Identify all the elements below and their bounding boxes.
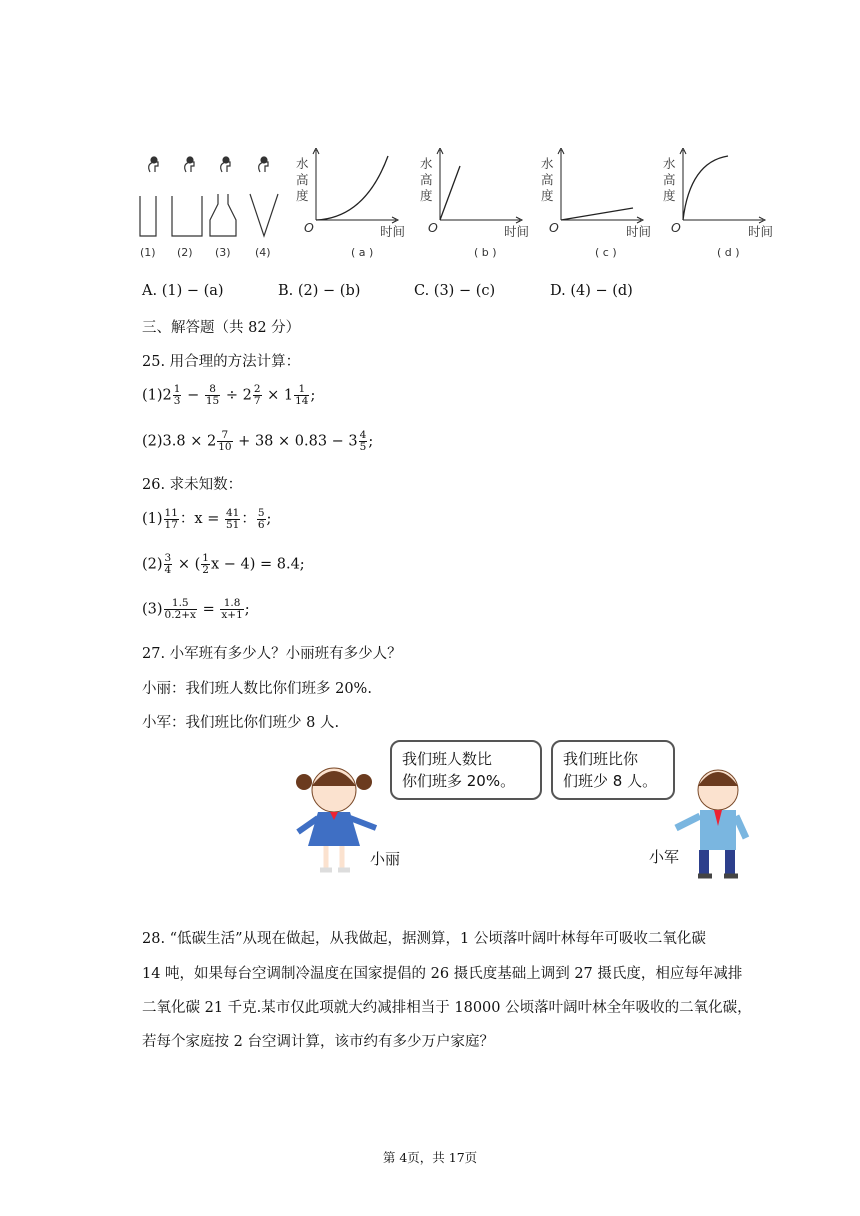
question-26-part-2: (2) $\frac{3}{4}$ × ( $\frac{1}{2}$ x − 4) = 8.4; [142, 552, 305, 576]
container-label: (3) [215, 246, 231, 259]
question-27-line-2: 小军：我们班比你们班少 8 人. [142, 715, 340, 731]
question-26-part-3: (3) $\frac{1.5}{0.2+x}$ = $\frac{1.8}{x+1}$ ; [142, 597, 250, 621]
container-label: (2) [177, 246, 193, 259]
x-axis-label: 时间 [748, 224, 774, 239]
container-1 [140, 157, 158, 236]
option-d: D. (4) − (d) [550, 283, 633, 299]
graph-caption: ( c ) [595, 246, 617, 259]
origin-label: O [304, 220, 314, 235]
question-27-line-1: 小丽：我们班人数比你们班多 20%. [142, 681, 372, 697]
container-label: (4) [255, 246, 271, 259]
graph-caption: ( d ) [717, 246, 740, 259]
x-axis-label: 时间 [626, 224, 652, 239]
x-axis-label: 时间 [380, 224, 406, 239]
container-4 [250, 157, 278, 236]
y-axis-char: 水 [663, 156, 676, 171]
speech-bubble-boy: 我们班比你 们班少 8 人。 [551, 740, 675, 800]
y-axis-char: 高 [296, 172, 309, 187]
y-axis-char: 水 [420, 156, 433, 171]
y-axis-char: 度 [296, 188, 309, 203]
y-axis-char: 度 [420, 188, 433, 203]
y-axis-char: 度 [663, 188, 676, 203]
graph-b [437, 148, 522, 223]
origin-label: O [671, 220, 681, 235]
boy-name-label: 小军 [649, 848, 680, 866]
container-3 [210, 157, 236, 236]
question-25-title: 25. 用合理的方法计算： [142, 354, 301, 370]
container-2 [172, 157, 202, 236]
question-25-part-2: (2)3.8 × 2 $\frac{7}{10}$ + 38 × 0.83 − 3 $\frac{4}{5}$ ; [142, 429, 374, 453]
y-axis-char: 度 [541, 188, 554, 203]
x-axis-label: 时间 [504, 224, 530, 239]
question-28-line-4: 若每个家庭按 2 台空调计算，该市约有多少万户家庭？ [142, 1034, 494, 1050]
option-c: C. (3) − (c) [414, 283, 496, 299]
graph-d [680, 148, 765, 223]
question-26-part-1: (1) $\frac{11}{17}$ ：x = $\frac{41}{51}$ ： $\frac{5}{6}$ ; [142, 506, 272, 531]
question-25-part-1: (1)2 $\frac{1}{3}$ − $\frac{8}{15}$ ÷ 2 $\frac{2}{7}$ × 1 $\frac{1}{14}$ ; [142, 383, 316, 407]
question-28-line-3: 二氧化碳 21 千克.某市仅此项就大约减排相当于 18000 公顷落叶阔叶林全年吸收的二氧化碳， [142, 1000, 752, 1016]
y-axis-char: 水 [541, 156, 554, 171]
graph-caption: ( a ) [351, 246, 374, 259]
question-26-title: 26. 求未知数： [142, 477, 243, 493]
speech-bubble-girl: 我们班人数比 你们班多 20%。 [390, 740, 542, 800]
graph-a [313, 148, 398, 223]
page-footer: 第 4页，共 17页 [382, 1150, 478, 1165]
container-label: (1) [140, 246, 156, 259]
containers-and-graphs-figure [130, 148, 790, 268]
graph-c [558, 148, 643, 223]
y-axis-char: 高 [420, 172, 433, 187]
graph-caption: ( b ) [474, 246, 497, 259]
y-axis-char: 高 [541, 172, 554, 187]
question-28-line-1: 28. “低碳生活”从现在做起，从我做起，据测算，1 公顷落叶阔叶林每年可吸收二氧化碳 [142, 931, 706, 947]
origin-label: O [549, 220, 559, 235]
question-28-line-2: 14 吨，如果每台空调制冷温度在国家提倡的 26 摄氏度基础上调到 27 摄氏度，相应每年减排 [142, 966, 743, 982]
girl-name-label: 小丽 [370, 850, 401, 868]
y-axis-char: 水 [296, 156, 309, 171]
section-heading: 三、解答题（共 82 分） [142, 320, 301, 336]
boy-illustration [670, 760, 760, 885]
origin-label: O [428, 220, 438, 235]
option-b: B. (2) − (b) [278, 283, 361, 299]
y-axis-char: 高 [663, 172, 676, 187]
option-a: A. (1) − (a) [142, 283, 224, 299]
question-27-title: 27. 小军班有多少人？小丽班有多少人？ [142, 646, 402, 662]
